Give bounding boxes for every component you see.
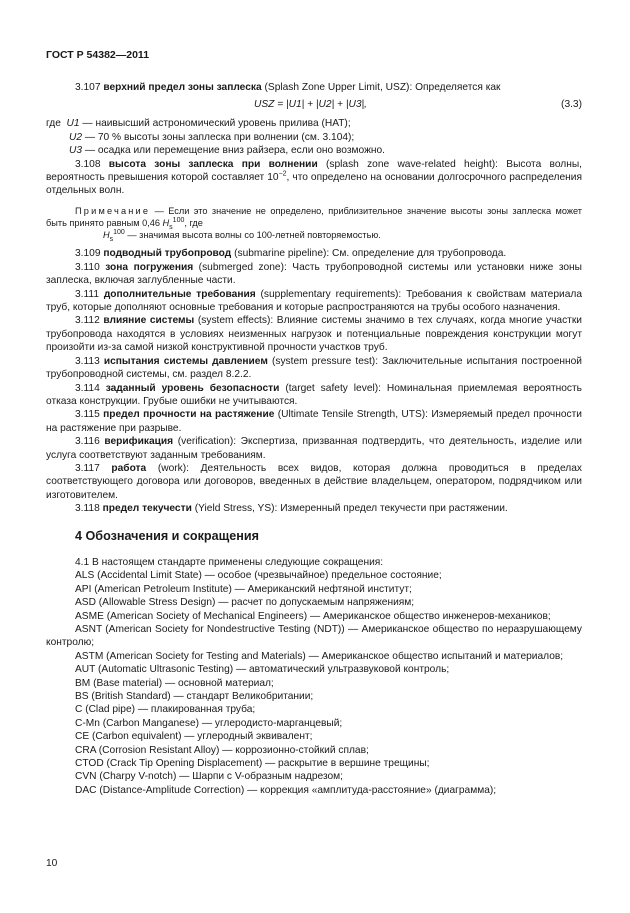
term-name: заданный уровень безопасности [105,382,280,394]
list-item: BS (British Standard) — стандарт Великобритании; [75,691,314,703]
term-entry: 3.115 предел прочности на растяжение (Ultimate Tensile Strength, UTS): Измеряемый предел прочности на растяжение при разрыве. [46,409,582,434]
list-item: CVN (Charpy V-notch) — Шарпи с V-образным надрезом; [75,771,344,783]
list-item: CE (Carbon equivalent) — углеродный эквивалент; [75,731,313,743]
list-item: C-Mn (Carbon Manganese) — углеродисто-марганцевый; [75,717,343,729]
term-list [46,247,582,515]
term-entry: 3.117 работа (work): Деятельность всех видов, которая должна проводиться в пределах соответствующего договора или договоров, введенных в действие владельцем, оператором, подрядчиком или изготовителем. [46,462,582,501]
list-item: BM (Base material) — основной материал; [75,677,274,689]
term-name: испытания системы давлением [103,355,268,367]
note-text: $H_s^{100}$ — значимая высота волны со 100-летней повторяемостью. [103,229,381,244]
document-header: ГОСТ Р 54382—2011 [46,49,150,61]
list-item: CRA (Corrosion Resistant Alloy) — коррозионно-стойкий сплав; [75,744,369,756]
term-name: подводный трубопровод [103,248,232,260]
term-entry: 3.111 дополнительные требования (supplementary requirements): Требования к свойствам материала труб, которые дополняют основные требования и которые распространяются на трубы особого назначения. [46,288,582,314]
list-item: ALS (Accidental Limit State) — особое (чрезвычайное) предельное состояние; [75,570,442,582]
term-entry: 3.114 заданный уровень безопасности (target safety level): Номинальная приемлемая вероятность отказа конструкции. Грубые ошибки не учитываются. [46,382,582,407]
where-item: U2 — 70 % высоты зоны заплеска при волнении (см. 3.104); [69,131,355,143]
term-entry: 3.107 верхний предел зоны заплеска (Splash Zone Upper Limit, USZ): Определяется как [75,82,501,93]
term-entry: 3.116 верификация (verification): Экспертиза, призванная подтвердить, что деятельность, изделие или услуга соответствуют заданным требованиям. [46,436,582,461]
formula-number: (3.3) [561,99,582,111]
list-item: ASTM (American Society for Testing and Materials) — Американское общество испытаний и материалов; [75,650,564,662]
note [46,205,582,242]
list-item: DAC (Distance-Amplitude Correction) — коррекция «амплитуда-расстояние» (диаграмма); [75,784,497,796]
list-item: CTOD (Crack Tip Opening Displacement) — раскрытие в вершине трещины; [75,758,430,770]
term-name: верификация [104,436,174,448]
where-item: U3 — осадка или перемещение вниз райзера, если оно возможно. [69,145,386,157]
section-title: 4 Обозначения и сокращения [75,528,259,543]
formula [46,98,582,114]
term-name: предел текучести [102,503,192,515]
term-entry: 3.108 высота зоны заплеска при волнении (splash zone wave-related height): Высота волны, вероятность превышения которой составляет $10^{-2}$, что определено на основании долгосрочного распределения отдельных волн. [46,158,582,197]
list-item: ASME (American Society of Mechanical Engineers) — Американское общество инженеров-механиков; [75,610,551,622]
list-item: ASNT (American Society for Nondestructive Testing (NDT)) — Американское общество по неразрушающему контролю; [46,624,582,649]
document-body [46,81,582,797]
term-entry: 3.113 испытания системы давлением (system pressure test): Заключительные испытания построенной трубопроводной системы, см. раздел 8.2.2. [46,355,582,381]
term-name: работа [111,462,147,474]
where-item: где U1 — наивысший астрономический уровень прилива (НАТ); [46,118,351,130]
page-number: 10 [46,858,58,869]
list-item: ASD (Allowable Stress Design) — расчет по допускаемым напряжениям; [75,597,415,609]
list-item: C (Clad pipe) — плакированная труба; [75,704,256,716]
term-name: зона погружения [105,261,194,273]
term-name: влияние системы [103,315,195,327]
abbreviation-list [46,569,582,797]
formula-text: USZ = |U1| + |U2| + |U3|, [254,99,367,111]
term-entry: 3.109 подводный трубопровод (submarine pipeline): См. определение для трубопровода. [75,248,507,260]
term-entry: 3.118 предел текучести (Yield Stress, YS): Измеренный предел текучести при растяжении. [75,503,508,515]
note-text: Примечание — Если это значение не определено, приблизительное значение высоты зоны заплеска может быть принято равным 0,46 $H_s^{100}$, где [46,205,582,231]
where-list [46,117,582,157]
term-name: верхний предел зоны заплеска [103,82,262,93]
term-entry: 3.110 зона погружения (submerged zone): Часть трубопроводной системы или установки ниже зоны заплеска, включая заглубленные части. [46,261,582,287]
list-item: API (American Petroleum Institute) — Американский нефтяной институт; [75,583,412,595]
term-name: высота зоны заплеска при волнении [108,158,318,170]
section-intro: 4.1 В настоящем стандарте применены следующие сокращения: [75,556,384,568]
note-label: Примечание [75,205,151,216]
term-entry: 3.112 влияние системы (system effects): Влияние системы значимо в тех случаях, когда многие участки трубопровода находятся в условиях неизменных нагрузок и потенциальные повреждения конструкции могут произойти из-за самой низкой конструктивной прочности участков труб. [46,315,582,354]
list-item: AUT (Automatic Ultrasonic Testing) — автоматический ультразвуковой контроль; [75,664,450,676]
term-name: дополнительные требования [103,288,256,300]
term-name: предел прочности на растяжение [103,409,275,421]
